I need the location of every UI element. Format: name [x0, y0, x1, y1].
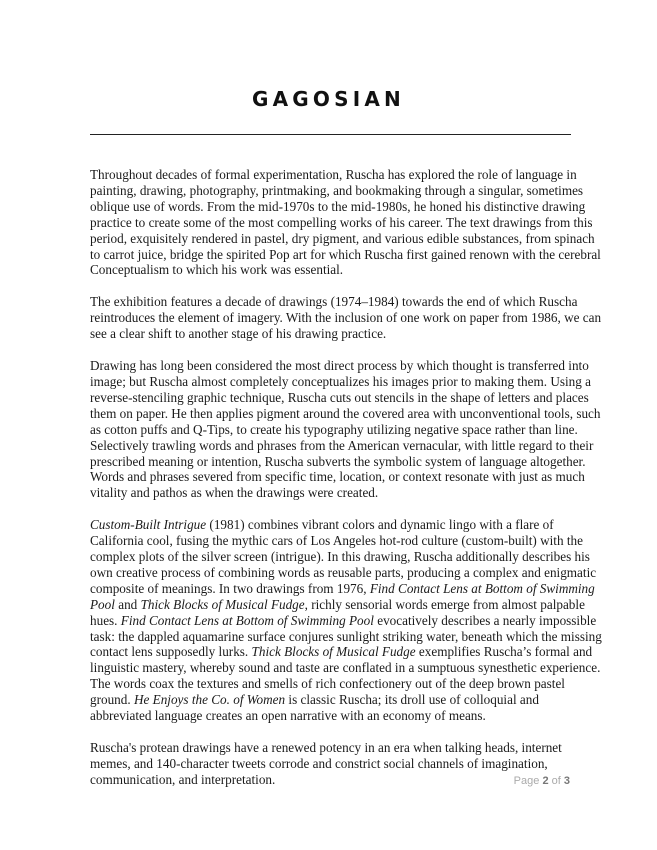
text-line — [90, 756, 577, 772]
text-run: (1981) combines vibrant colors and dynamic lingo with a flare of — [206, 517, 554, 533]
text-line — [90, 198, 586, 215]
page-number — [514, 775, 570, 787]
paragraph — [90, 740, 577, 788]
text-run: abbreviated language creates an open narrative with an economy of means. — [90, 708, 486, 724]
text-line — [90, 485, 577, 501]
text-run: reverse-stenciling graphic technique, Ruscha cuts out stencils in the shape of letters and places — [90, 389, 589, 405]
text-run: Ruscha's protean drawings have a renewed potency in an era when talking heads, internet — [90, 740, 562, 755]
page-label: Page — [513, 775, 540, 787]
text-run: complex plots of the silver screen (intrigue). In this drawing, Ruscha additionally describes his — [90, 549, 590, 565]
text-line — [90, 708, 577, 724]
text-run: , richly sensorial words emerge from almost palpable — [304, 596, 585, 612]
text-line — [90, 214, 593, 231]
text-line — [90, 533, 583, 549]
text-run: painting, drawing, photography, printmaking, and bookmaking through a singular, sometimes — [90, 182, 584, 198]
text-run: linguistic mastery, whereby sound and taste are conflated in a sumptuous synesthetic experience. — [90, 660, 601, 676]
paragraph — [90, 294, 602, 342]
text-run: them on paper. He then applies pigment around the covered area with unconventional tools, such — [90, 405, 601, 421]
text-line — [90, 437, 594, 454]
text-line — [90, 517, 577, 533]
page-total: 3 — [563, 775, 570, 787]
text-run: exemplifies Ruscha’s formal and — [415, 644, 593, 660]
text-line — [90, 612, 597, 629]
text-run: to carrot juice, bridge the spirited Pop art for which Ruscha first gained renown with the cerebral — [90, 246, 601, 262]
text-run: practice to create some of the most compelling works of his career. The text drawings from this — [90, 214, 593, 230]
text-line — [90, 294, 577, 310]
text-run: task: the dappled aquamarine surface conjures sunlight striking water, beneath which the missing — [90, 628, 602, 644]
paragraph — [90, 358, 601, 501]
text-run: memes, and 140-character tweets corrode and constrict social channels of imagination, — [90, 755, 548, 771]
text-run: Words and phrases severed from specific time, location, or context resonate with just as much — [90, 469, 585, 485]
artwork-title: Find Contact Lens at Bottom of Swimming — [369, 580, 595, 596]
text-run: see a clear shift to another stage of his drawing practice. — [90, 326, 387, 342]
text-run: image; but Ruscha almost completely conceptualizes his images prior to making them. Using a — [90, 373, 592, 389]
text-line — [90, 326, 577, 342]
text-run: Drawing has long been considered the most direct process by which thought is transferred into — [90, 358, 589, 374]
text-line — [90, 422, 577, 438]
text-line — [90, 182, 584, 199]
text-line — [90, 230, 595, 247]
text-run: oblique use of words. From the mid-1970s to the mid-1980s, he honed his distinctive drawing — [90, 198, 586, 214]
text-line — [90, 628, 602, 645]
artwork-title: Find Contact Lens at Bottom of Swimming Pool — [120, 612, 374, 628]
text-run: contact lens supposedly lurks. — [90, 644, 252, 660]
text-line — [90, 692, 577, 708]
text-line — [90, 740, 577, 756]
text-run: Selectively trawling words and phrases from the American vernacular, with little regard to their — [90, 437, 594, 453]
text-line — [90, 596, 585, 613]
text-run: period, exquisitely rendered in pastel, dry pigment, and various edible substances, from spinach — [90, 230, 595, 246]
page-of-label: of — [551, 775, 561, 787]
paragraph — [90, 517, 602, 724]
text-line — [90, 310, 602, 326]
text-run: The exhibition features a decade of drawings (1974–1984) towards the end of which Ruscha — [90, 294, 578, 310]
page-current: 2 — [542, 775, 549, 787]
text-line — [90, 262, 577, 278]
text-line — [90, 772, 577, 788]
artwork-title: Thick Blocks of Musical Fudge — [251, 644, 416, 660]
header-divider — [90, 134, 571, 135]
text-line — [90, 564, 597, 581]
text-run: composite of meanings. In two drawings from 1976, — [90, 580, 370, 596]
text-line — [90, 644, 593, 660]
text-run: ground. — [90, 692, 134, 708]
text-line — [90, 246, 601, 263]
text-line — [90, 358, 589, 374]
text-line — [90, 405, 601, 422]
text-run: reintroduces the element of imagery. With the inclusion of one work on paper from 1986, we can — [90, 310, 602, 326]
paragraph — [90, 167, 601, 278]
body-text — [90, 167, 602, 804]
text-line — [90, 549, 590, 565]
text-line — [90, 373, 592, 390]
artwork-title: Pool — [90, 596, 115, 612]
text-run: vitality and pathos as when the drawings were created. — [90, 485, 379, 501]
artwork-title: Thick Blocks of Musical Fudge — [140, 596, 305, 612]
text-line — [90, 660, 601, 676]
text-run: evocatively describes a nearly impossible — [373, 612, 597, 628]
text-run: is classic Ruscha; its droll use of colloquial and — [285, 692, 539, 708]
text-line — [90, 676, 577, 692]
artwork-title: Custom-Built Intrigue — [90, 517, 207, 533]
gallery-masthead: GAGOSIAN — [252, 87, 405, 111]
artwork-title: He Enjoys the Co. of Women — [133, 692, 286, 708]
text-line — [90, 580, 595, 597]
text-line — [90, 389, 589, 406]
text-line — [90, 469, 585, 485]
text-run: communication, and interpretation. — [90, 771, 276, 787]
text-run: and — [114, 596, 141, 612]
text-run: hues. — [90, 612, 121, 628]
text-run: The words coax the textures and smells of rich confectionery out of the deep brown pastel — [90, 676, 565, 692]
text-run: Throughout decades of formal experimentation, Ruscha has explored the role of language in — [90, 167, 577, 182]
text-run: own creative process of combining words as reusable parts, producing a complex and enigmatic — [90, 564, 597, 580]
text-line — [90, 453, 586, 470]
text-line — [90, 167, 577, 183]
text-run: prescribed meaning or intention, Ruscha subverts the symbolic system of language altogether. — [90, 453, 586, 469]
text-run: as cotton puffs and Q-Tips, to create his typography utilizing negative space rather than line. — [90, 421, 578, 437]
text-run: Conceptualism to which his work was essential. — [90, 262, 344, 278]
text-run: California cool, fusing the mythic cars of Los Angeles hot-rod culture (custom-built) with the — [90, 533, 583, 549]
